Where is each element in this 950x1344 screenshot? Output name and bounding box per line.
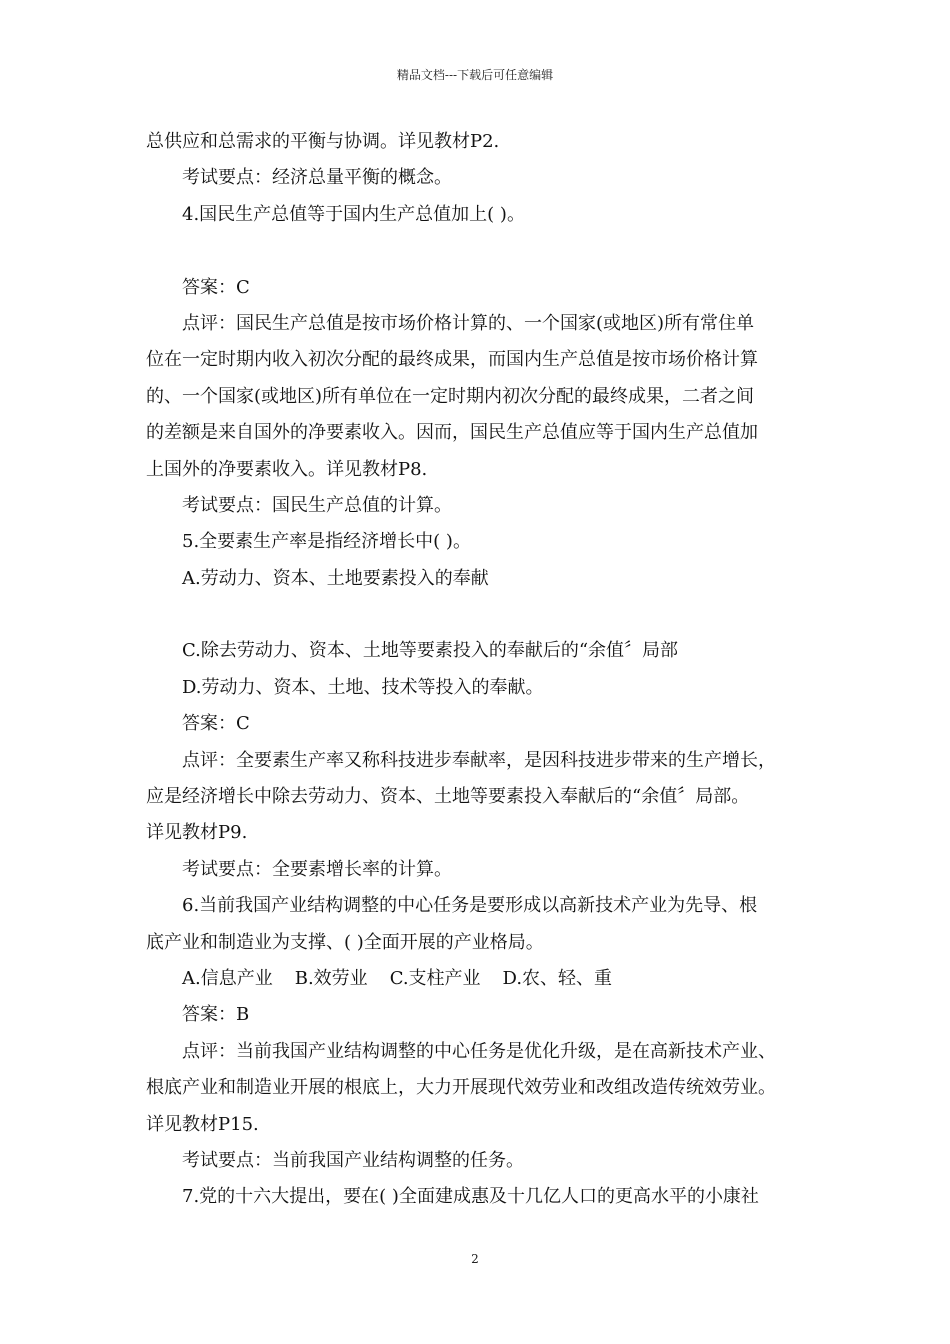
question-4: 4.国民生产总值等于国内生产总值加上( )。 (182, 203, 525, 225)
page-header: 精品文档---下载后可任意编辑 (396, 68, 554, 82)
option-c: C.除去劳动力、资本、土地等要素投入的奉献后的“余值〞局部 (182, 640, 679, 662)
answer: 答案：B (182, 1004, 250, 1026)
question-7: 7.党的十六大提出，要在( )全面建成惠及十几亿人口的更高水平的小康社 (182, 1186, 759, 1208)
blank-line (146, 233, 816, 269)
exam-point: 考试要点：当前我国产业结构调整的任务。 (182, 1149, 524, 1171)
options-row (146, 961, 816, 997)
page-number: 2 (471, 1252, 479, 1266)
option-d: D.劳动力、资本、土地、技术等投入的奉献。 (182, 676, 544, 698)
option-c: C.支柱产业 (389, 967, 481, 989)
option-a: A.劳动力、资本、土地要素投入的奉献 (182, 567, 489, 589)
exam-point: 考试要点：经济总量平衡的概念。 (182, 167, 452, 189)
text-line: 详见教材P15. (146, 1113, 259, 1135)
question-6: 6.当前我国产业结构调整的中心任务是要形成以高新技术产业为先导、根 (182, 895, 758, 917)
document-body (146, 124, 816, 1216)
commentary: 点评：当前我国产业结构调整的中心任务是优化升级，是在高新技术产业、 (182, 1040, 776, 1062)
text-line: 根底产业和制造业开展的根底上，大力开展现代效劳业和改组改造传统效劳业。 (146, 1077, 776, 1099)
text-line: 上国外的净要素收入。详见教材P8. (146, 458, 428, 480)
text-line: 底产业和制造业为支撑、( )全面开展的产业格局。 (146, 931, 544, 953)
text-line: 的差额是来自国外的净要素收入。因而，国民生产总值应等于国内生产总值加 (146, 422, 758, 444)
option-b: B.效劳业 (294, 967, 368, 989)
text-line: 总供应和总需求的平衡与协调。详见教材P2. (146, 131, 500, 152)
text-line: 详见教材P9. (146, 822, 248, 844)
answer: 答案：C (182, 713, 250, 735)
option-d: D.农、轻、重 (502, 967, 613, 989)
question-5: 5.全要素生产率是指经济增长中( )。 (182, 531, 471, 553)
blank-line (146, 597, 816, 633)
text-line: 位在一定时期内收入初次分配的最终成果，而国内生产总值是按市场价格计算 (146, 349, 758, 371)
answer: 答案：C (182, 276, 250, 298)
exam-point: 考试要点：国民生产总值的计算。 (182, 494, 452, 516)
text-line: 的、一个国家(或地区)所有单位在一定时期内初次分配的最终成果，二者之间 (146, 385, 755, 407)
text-line: 应是经济增长中除去劳动力、资本、土地等要素投入奉献后的“余值〞局部。 (146, 786, 750, 808)
exam-point: 考试要点：全要素增长率的计算。 (182, 858, 452, 880)
commentary: 点评：全要素生产率又称科技进步奉献率，是因科技进步带来的生产增长， (182, 749, 776, 771)
option-a: A.信息产业 (182, 967, 273, 989)
commentary: 点评：国民生产总值是按市场价格计算的、一个国家(或地区)所有常住单 (182, 312, 755, 334)
